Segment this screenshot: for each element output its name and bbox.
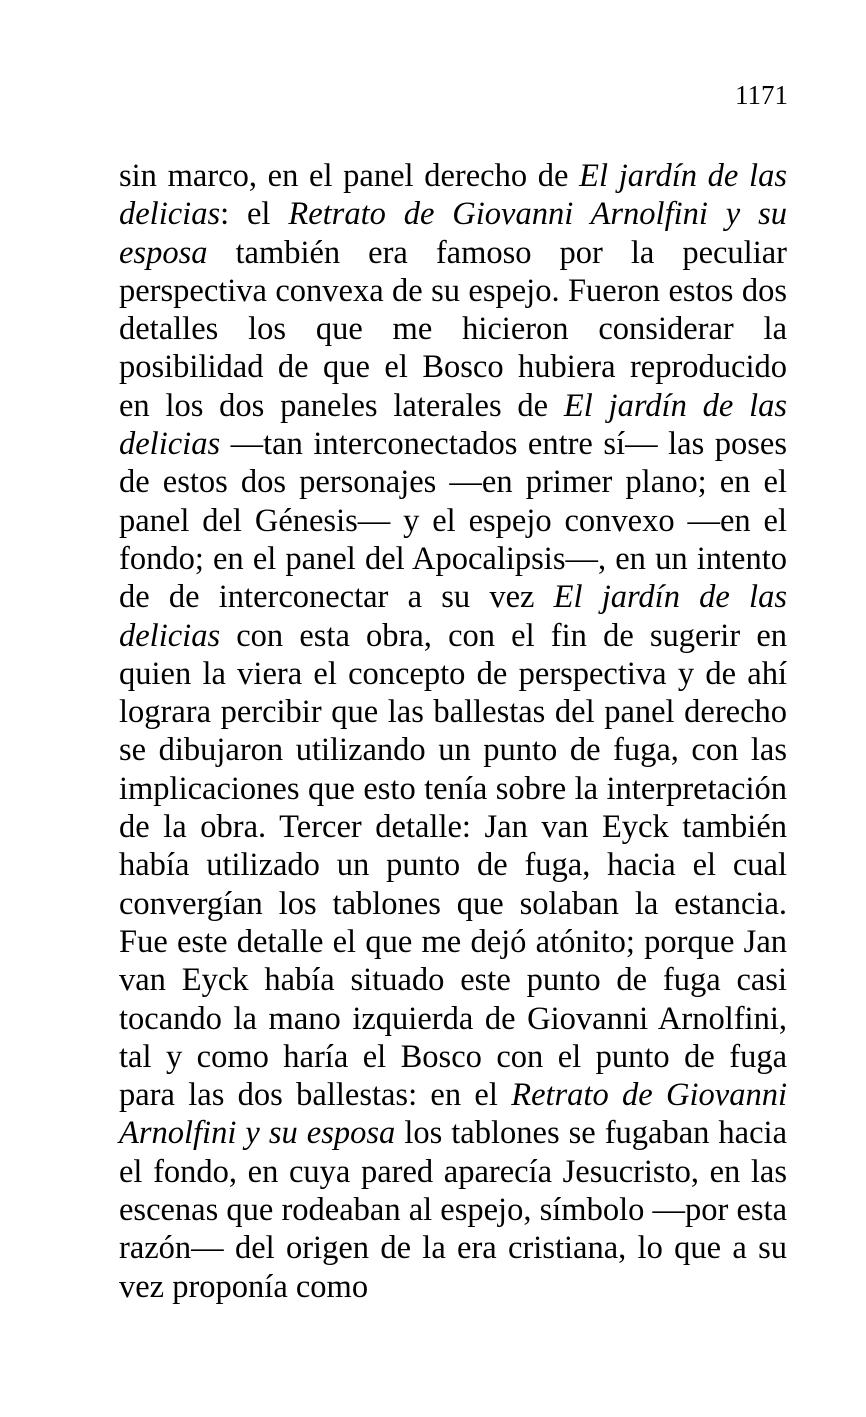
page-number: 1171	[735, 80, 788, 110]
text-segment: —tan interconectados entre sí— las poses de estos dos personajes —en primer plano; en el panel del Génesis— y el espejo convexo —en el fondo; en el panel del Apocalipsis—, en un intento de de interconectar a su vez	[119, 426, 787, 616]
italic-title: Retrato de Giovanni Arnolfini y su esposa	[119, 196, 788, 271]
italic-title: Retrato de Giovanni Arnolfini y su esposa	[119, 1077, 787, 1152]
italic-title: El jardín de las delicias	[119, 387, 787, 463]
text-segment: : el	[220, 196, 289, 233]
text-segment: los tablones se fugaban hacia el fondo, en cuya pared aparecía Jesucristo, en las escenas que rodeaban al espejo, símbolo —por esta razón— del origen de la era cristiana, lo que a su vez proponía como	[119, 1115, 787, 1305]
italic-title: El jardín de las delicias	[119, 579, 787, 654]
text-segment: sin marco, en el panel derecho de	[119, 158, 580, 194]
text-segment: con esta obra, con el fin de sugerir en quien la viera el concepto de perspectiva y de ahí lograra percibir que las ballestas del panel derecho se dibujaron utilizando un punto de fuga, con las implicaciones que esto tenía sobre la interpretación de la obra. Tercer detalle: Jan van Eyck también había utilizado un punto de fuga, hacia el cual convergían los tablones que solaban la estancia. Fue este detalle el que me dejó atónito; porque Jan van Eyck había situado este punto de fuga casi tocando la mano izquierda de Giovanni Arnolfini, tal y como haría el Bosco con el punto de fuga para las dos ballestas: en el	[119, 617, 787, 1114]
body-paragraph	[119, 157, 787, 1306]
italic-title: El jardín de las delicias	[119, 158, 787, 233]
text-segment: también era famoso por la peculiar perspectiva convexa de su espejo. Fueron estos dos detalles los que me hicieron considerar la posibilidad de que el Bosco hubiera reproducido en los dos paneles laterales de	[119, 234, 787, 424]
